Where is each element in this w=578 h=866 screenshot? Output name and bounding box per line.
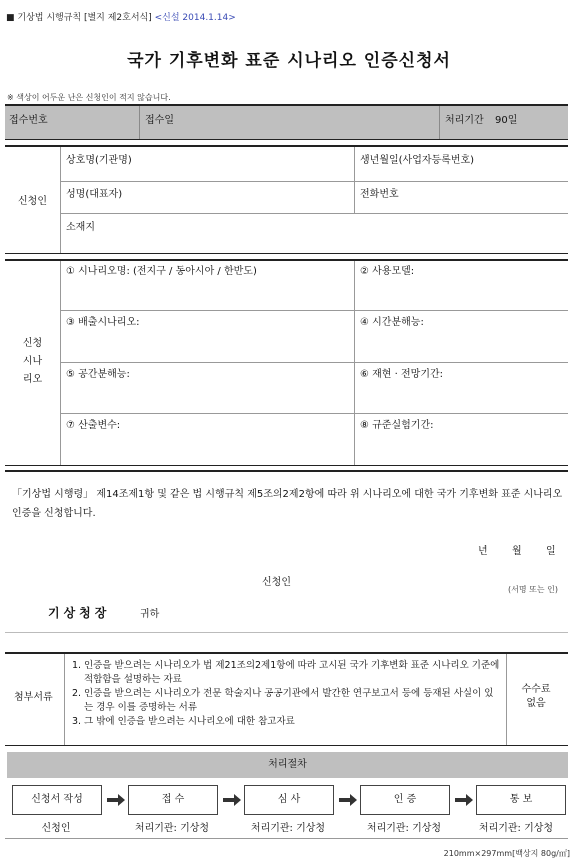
form-reference-text: 기상법 시행규칙 [별지 제2호서식] — [17, 13, 152, 23]
applicant-section-label: 신청인 — [18, 196, 47, 207]
date-day-label: 일 — [546, 546, 556, 557]
paper-size-note: 210mm×297mm[백상지 80g/㎡] — [443, 849, 570, 858]
row-divider — [60, 310, 568, 311]
attachments-top-rule — [5, 652, 568, 654]
processing-period-value: 90일 — [495, 115, 518, 126]
applicant-top-rule — [5, 145, 568, 147]
right-arrow-icon — [454, 793, 474, 807]
reproduction-period-field[interactable]: ⑥ 재현 · 전망기간: — [360, 369, 444, 380]
attachments-bottom-rule — [5, 745, 568, 746]
scenario-name-field[interactable]: ① 시나리오명: (전지구 / 동아시아 / 한반도) — [66, 266, 257, 277]
attachments-list — [72, 659, 502, 729]
attachment-item — [72, 687, 502, 715]
signature-note: (서명 또는 인) — [508, 585, 558, 594]
applicant-signature-label: 신청인 — [262, 577, 291, 588]
applicant-divider — [60, 147, 61, 253]
attachments-divider — [506, 654, 507, 745]
statement-top-rule — [5, 470, 568, 472]
attachment-text: 그 밖에 인증을 받으려는 시나리오에 대한 참고자료 — [84, 716, 295, 727]
representative-name-field[interactable]: 성명(대표자) — [66, 189, 123, 200]
scenario-divider — [60, 261, 61, 465]
spatial-resolution-field[interactable]: ⑤ 공간분해능: — [66, 369, 130, 380]
scenario-top-rule — [5, 259, 568, 261]
row-divider — [60, 213, 568, 214]
process-actor: 처리기관: 기상청 — [366, 823, 442, 834]
scenario-section-line: 신청 — [22, 338, 43, 349]
right-arrow-icon — [222, 793, 242, 807]
row-divider — [60, 362, 568, 363]
application-statement: 「기상법 시행령」 제14조제1항 및 같은 법 시행규칙 제5조의2제2항에 따라 위 시나리오에 대한 국가 기후변화 표준 시나리오 인증을 신청합니다. — [12, 489, 563, 519]
company-name-field[interactable]: 상호명(기관명) — [66, 155, 132, 166]
recipient-name: 기상청장 — [48, 606, 111, 620]
process-step-review: 심 사 — [244, 785, 334, 815]
date-month-label: 월 — [512, 546, 522, 557]
form-title: 국가 기후변화 표준 시나리오 인증신청서 — [127, 51, 451, 71]
output-variables-field[interactable]: ⑦ 산출변수: — [66, 420, 121, 431]
receipt-row — [5, 106, 568, 139]
attachment-item — [72, 659, 502, 687]
process-step-certify: 인 증 — [360, 785, 450, 815]
scenario-section-label — [5, 335, 60, 389]
process-title: 처리절차 — [7, 752, 568, 778]
receipt-divider — [439, 106, 440, 139]
applicant-divider — [354, 147, 355, 213]
row-divider — [60, 181, 568, 182]
date-year-label: 년 — [478, 546, 488, 557]
process-step-receipt: 접 수 — [128, 785, 218, 815]
shaded-field-note: ※ 색상이 어두운 난은 신청인이 적지 않습니다. — [7, 93, 171, 102]
model-field[interactable]: ② 사용모델: — [360, 266, 415, 277]
emission-scenario-field[interactable]: ③ 배출시나리오: — [66, 317, 140, 328]
scenario-section-line: 시나 — [22, 356, 43, 367]
process-step-notify: 통 보 — [476, 785, 566, 815]
form-reference — [6, 10, 236, 23]
attachment-number: 1. — [72, 660, 82, 671]
process-actor: 처리기관: 기상청 — [478, 823, 554, 834]
process-step-apply: 신청서 작성 — [12, 785, 102, 815]
process-actor: 신청인 — [41, 823, 71, 834]
footer-rule — [5, 838, 568, 839]
right-arrow-icon — [106, 793, 126, 807]
fee-label: 수수료 — [521, 684, 551, 695]
process-actor: 처리기관: 기상청 — [134, 823, 210, 834]
honorific: 귀하 — [140, 609, 160, 620]
reference-experiment-field[interactable]: ⑧ 규준실험기간: — [360, 420, 434, 431]
address-field[interactable]: 소재지 — [66, 222, 95, 233]
fee-value: 없음 — [526, 698, 546, 709]
attachment-item — [72, 715, 502, 729]
row-divider — [60, 413, 568, 414]
birth-date-field[interactable]: 생년월일(사업자등록번호) — [360, 155, 475, 166]
receipt-divider — [139, 106, 140, 139]
scenario-section-line: 리오 — [22, 374, 43, 385]
amendment-date: <신설 2014.1.14> — [154, 13, 236, 23]
receipt-number-label: 접수번호 — [9, 115, 48, 126]
processing-period-label: 처리기간 — [445, 115, 484, 126]
attachment-text: 인증을 받으려는 시나리오가 전문 학술지나 공공기관에서 발간한 연구보고서 등에 등재된 사실이 있는 경우 이를 증명하는 서류 — [84, 688, 494, 713]
process-actor: 처리기관: 기상청 — [250, 823, 326, 834]
scenario-bottom-rule — [5, 465, 568, 466]
recipient-divider — [5, 632, 568, 633]
temporal-resolution-field[interactable]: ④ 시간분해능: — [360, 317, 424, 328]
attachment-number: 3. — [72, 716, 82, 727]
attachments-label: 첨부서류 — [14, 692, 53, 703]
applicant-bottom-rule — [5, 253, 568, 254]
right-arrow-icon — [338, 793, 358, 807]
square-bullet-icon: ■ — [6, 13, 15, 23]
phone-number-field[interactable]: 전화번호 — [360, 189, 399, 200]
attachment-number: 2. — [72, 688, 82, 699]
fee-cell — [508, 683, 564, 711]
scenario-divider — [354, 261, 355, 465]
attachment-text: 인증을 받으려는 시나리오가 법 제21조의2제1항에 따라 고시된 국가 기후변화 표준 시나리오 기준에 적합함을 설명하는 자료 — [84, 660, 500, 685]
receipt-bottom-rule — [5, 139, 568, 140]
attachments-divider — [64, 654, 65, 745]
receipt-date-label: 접수일 — [145, 115, 174, 126]
